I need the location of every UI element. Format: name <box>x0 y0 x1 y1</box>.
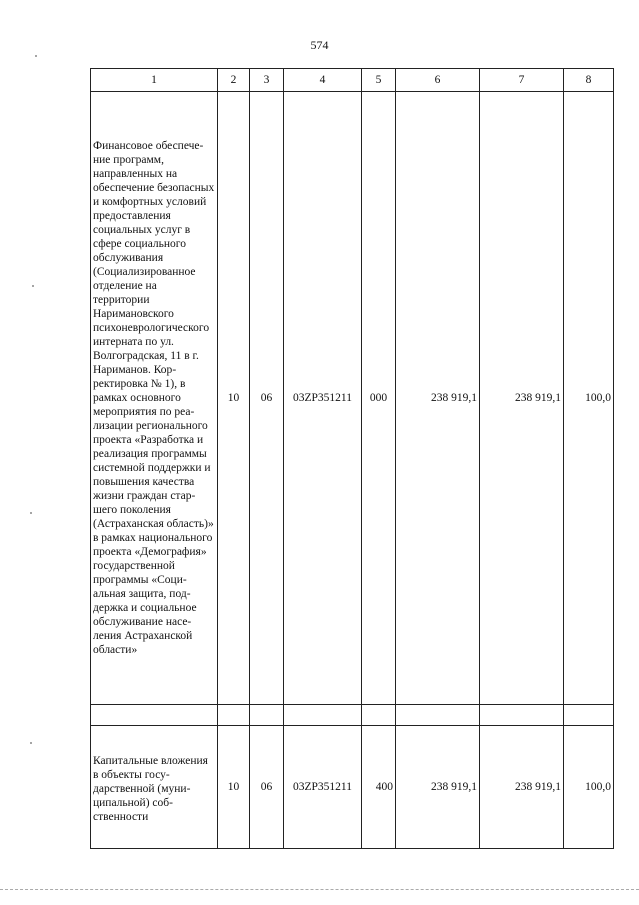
row-target-code: 03ZP351211 <box>284 92 362 705</box>
header-col-3: 3 <box>250 69 284 92</box>
spacer-row <box>91 705 614 726</box>
page-number: 574 <box>310 38 329 52</box>
header-col-7: 7 <box>480 69 564 92</box>
row-section: 10 <box>218 92 250 705</box>
header-col-2: 2 <box>218 69 250 92</box>
row-name: Капитальные вложения в объекты государственной (муниципальной) собственности <box>91 726 218 849</box>
row-section: 10 <box>218 726 250 849</box>
row-subsection: 06 <box>250 92 284 705</box>
scan-speck <box>30 742 32 744</box>
row-planned-amount: 238 919,1 <box>396 726 480 849</box>
scan-speck <box>35 55 37 57</box>
row-actual-amount: 238 919,1 <box>480 92 564 705</box>
header-row <box>91 69 614 92</box>
table-row <box>91 92 614 705</box>
row-percent: 100,0 <box>564 92 614 705</box>
scan-speck <box>32 285 34 287</box>
row-target-code: 03ZP351211 <box>284 726 362 849</box>
table-row <box>91 726 614 849</box>
row-planned-amount: 238 919,1 <box>396 92 480 705</box>
row-subsection: 06 <box>250 726 284 849</box>
header-col-8: 8 <box>564 69 614 92</box>
scan-speck <box>30 512 32 514</box>
header-col-6: 6 <box>396 69 480 92</box>
budget-table <box>90 68 614 849</box>
header-col-4: 4 <box>284 69 362 92</box>
row-expense-type: 400 <box>362 726 396 849</box>
header-col-1: 1 <box>91 69 218 92</box>
header-col-5: 5 <box>362 69 396 92</box>
row-name: Финансовое обеспечение программ, направленных на обеспечение безопасных и комфортных условий предоставления социальных услуг в сфере социального обслуживания (Социализированное отделение на территории Наримановского психоневрологического интерната по ул. Волгоградская, 11 в г. Нариманов. Корректировка № 1), в рамках основного мероприятия по реализации регионального проекта «Разработка и реализация программы системной поддержки и повышения качества жизни граждан старшего поколения (Астраханская область)» в рамках национального проекта «Демография» государственной программы «Социальная защита, поддержка и социальное обслуживание населения Астраханской области» <box>91 92 218 705</box>
row-actual-amount: 238 919,1 <box>480 726 564 849</box>
row-percent: 100,0 <box>564 726 614 849</box>
scan-edge-line <box>0 889 639 890</box>
row-expense-type: 000 <box>362 92 396 705</box>
